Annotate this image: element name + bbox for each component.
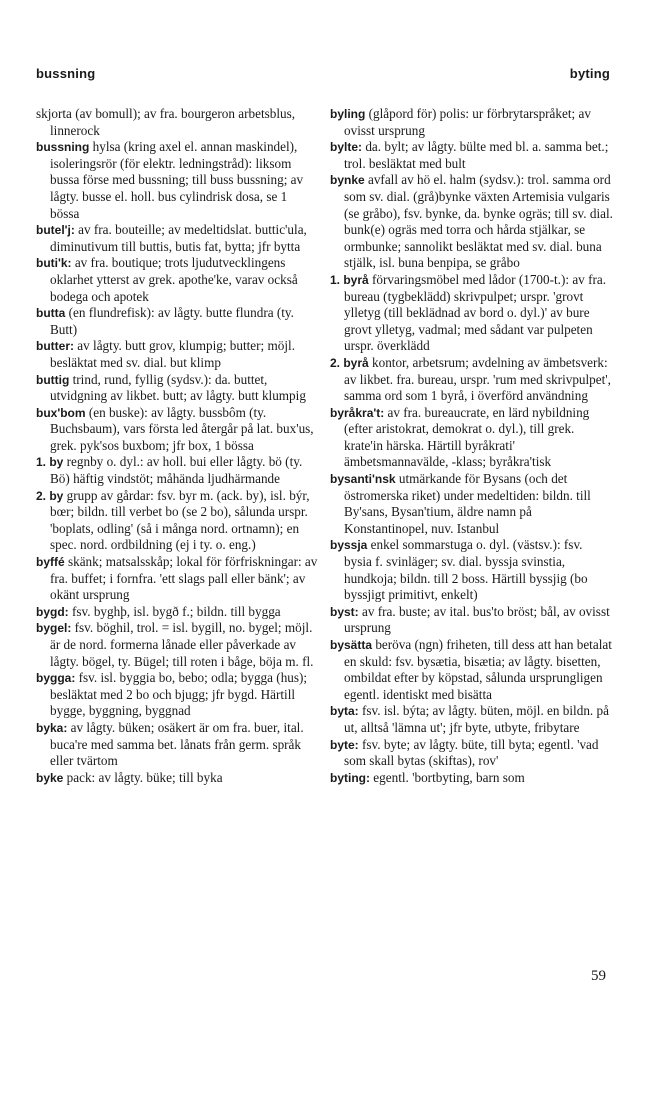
- entry-text: trind, rund, fyllig (sydsv.): da. buttet, utvidgning av likbet. butt; av lågty. butt klumpig: [50, 371, 306, 404]
- dictionary-entry: [330, 737, 613, 770]
- dictionary-entry: [36, 338, 319, 371]
- headword: byka:: [36, 720, 68, 735]
- headword: byta:: [330, 704, 359, 719]
- headword: byte:: [330, 737, 359, 752]
- entry-text: skjorta (av bomull); av fra. bourgeron arbetsblus, linnerock: [36, 106, 296, 138]
- headword: byling: [330, 107, 366, 121]
- entry-text: (glåpord för) polis: ur förbrytarspråket; av ovisst ursprung: [344, 106, 591, 138]
- left-column: [36, 106, 319, 786]
- entry-text: pack: av lågty. büke; till byka: [63, 769, 223, 785]
- dictionary-entry: [330, 405, 613, 471]
- entry-text: av fra. boutique; trots ljudutvecklingens oklarhet ytterst av grek. apothe'ke, varav också bodega och apotek: [50, 255, 298, 304]
- entry-text: grupp av gårdar: fsv. byr m. (ack. by), isl. býr, bœr; bildn. till verbet bo (se 2 bo), sålunda urspr. 'boplats, odling' (så i många nord. ortnamn); en spec. nord. ordbildning (ej i ty. o. eng.): [50, 487, 310, 553]
- dictionary-entry: [36, 770, 319, 787]
- dictionary-entry: [330, 770, 613, 787]
- dictionary-entry: [36, 670, 319, 720]
- dictionary-entry: [330, 471, 613, 537]
- dictionary-entry: [36, 604, 319, 621]
- dictionary-entry: [36, 720, 319, 770]
- dictionary-entry: [36, 106, 319, 139]
- entry-text: avfall av hö el. halm (sydsv.): trol. samma ord som sv. dial. (grå)bynke växten Artemisia vulgaris (se gråbo), fsv. bynke, da. bynke ogräs; till sv. dial. bunk(e) ogräs med torra och hårda stjälkar, se ormbunke; sannolikt besläktat med sv. dial. buna stjälk, isl. buna benpipa, se gråbo: [344, 172, 613, 271]
- dictionary-entry: [36, 620, 319, 670]
- headword: buti'k:: [36, 256, 72, 271]
- headword: byråkra't:: [330, 405, 385, 420]
- headword: 1. byrå: [330, 272, 369, 287]
- dictionary-entry: [330, 355, 613, 405]
- headword: bygd:: [36, 604, 69, 619]
- right-column: [330, 106, 613, 786]
- headword: bygel:: [36, 621, 72, 636]
- dictionary-entry: [36, 488, 319, 554]
- entry-text: utmärkande för Bysans (och det östromerska riket) under medeltiden: bildn. till By'sans, Bysan'tium, äldre namn på Konstantinopel, nuv. Istanbul: [344, 471, 591, 536]
- headword: bysanti'nsk: [330, 472, 396, 487]
- dictionary-entry: [36, 405, 319, 455]
- dictionary-entry: [330, 172, 613, 272]
- running-head-left: bussning: [36, 66, 96, 81]
- dictionary-entry: [330, 537, 613, 603]
- entry-text: av fra. bouteille; av medeltidslat. buttic'ula, diminutivum till buttis, butis fat, bytta; jfr bytta: [50, 222, 307, 254]
- headword: 2. byrå: [330, 355, 369, 370]
- headword: butta: [36, 306, 66, 321]
- entry-text: fsv. isl. býta; av lågty. büten, möjl. en bildn. på ut, alltså 'lämna ut'; jfr byte, utbyte, fribytare: [344, 703, 609, 735]
- headword: byffé: [36, 555, 65, 570]
- entry-text: enkel sommarstuga o. dyl. (västsv.): fsv. bysia f. svinläger; sv. dial. byssja svinstia, hundkoja; bildn. till 2 boss. Härtill byssjig (bo byssjigt primitivt, enkelt): [344, 537, 588, 603]
- dictionary-entry: [330, 106, 613, 139]
- headword: buttig: [36, 372, 70, 387]
- dictionary-entry: [36, 554, 319, 604]
- entry-text: beröva (ngn) friheten, till dess att han betalat en skuld: fsv. bysætia, bisætia; av lågty. bisetten, ombildat efter by köpstad, sålunda ursprungligen egentl. identiskt med bisätta: [344, 637, 612, 702]
- headword: byting:: [330, 770, 370, 785]
- dictionary-entry: [36, 222, 319, 255]
- entry-text: förvaringsmöbel med lådor (1700-t.): av fra. bureau (tygbeklädd) skrivpulpet; urspr. 'grovt ylletyg (till beklädnad av bord o. dyl.)' av bure grovt ylletyg, vadmal; med sådant var pulpeten urspr. överklädd: [344, 271, 607, 354]
- entry-text: fsv. byte; av lågty. büte, till byta; egentl. 'vad som skall bytas (skiftas), rov': [344, 736, 599, 769]
- entry-text: av lågty. büken; osäkert är om fra. buer, ital. buca're med samma bet. lånats från germ. språk eller tvärtom: [50, 719, 304, 769]
- entry-text: hylsa (kring axel el. annan maskindel), isoleringsrör (för elektr. ledningstråd): liksom bussa förse med bussning; till buss bussning; av lågty. busse el. holl. bus cylindrisk dosa, se 1 bössa: [50, 139, 304, 221]
- headword: 2. by: [36, 488, 64, 503]
- entry-text: (en flundrefisk): av lågty. butte flundra (ty. Butt): [50, 305, 294, 337]
- entry-text: da. bylt; av lågty. bülte med bl. a. samma bet.; trol. besläktat med bult: [344, 139, 609, 171]
- dictionary-entry: [330, 604, 613, 637]
- headword: bux'bom: [36, 405, 86, 420]
- headword: byssja: [330, 538, 368, 553]
- running-head-right: byting: [569, 66, 610, 81]
- entry-text: skänk; matsalsskåp; lokal för förfriskningar: av fra. buffet; i fornfra. 'ett slags pall eller bänk'; av okänt ursprung: [50, 554, 318, 603]
- headword: butter:: [36, 339, 74, 354]
- headword: bussning: [36, 140, 90, 155]
- headword: bysätta: [330, 638, 373, 652]
- entry-text: av lågty. butt grov, klumpig; butter; möjl. besläktat med sv. dial. but klimp: [50, 338, 295, 370]
- dictionary-entry: [36, 255, 319, 305]
- dictionary-entry: [330, 139, 613, 172]
- entry-text: fsv. böghil, trol. = isl. bygill, no. bygel; möjl. är de nord. formerna lånade eller påverkade av lågty. bögel, ty. Bügel; till roten i båge, böja m. fl.: [50, 620, 314, 669]
- entry-text: kontor, arbetsrum; avdelning av ämbetsverk: av likbet. fra. bureau, urspr. 'rum med skrivpulpet', samma ord som 1 byrå, i överförd användning: [344, 354, 611, 404]
- headword: bylte:: [330, 140, 363, 155]
- entry-text: av fra. bureaucrate, en lärd nybildning (efter aristokrat, demokrat o. dyl.), till grek. krate'in härska. Härtill byråkrati' ämbetsmannavälde, -klass; byråkra'tisk: [344, 404, 590, 470]
- dictionary-entry: [36, 305, 319, 338]
- entry-text: fsv. byghþ, isl. bygð f.; bildn. till bygga: [68, 603, 281, 619]
- headword: byke: [36, 770, 64, 785]
- dictionary-entry: [330, 637, 613, 703]
- entry-text: (en buske): av lågty. bussbôm (ty. Buchsbaum), vars första led återgår på lat. bux'us, grek. pyk'sos buxbom; jfr box, 1 bössa: [50, 404, 314, 453]
- headword: byst:: [330, 604, 359, 619]
- dictionary-entry: [330, 703, 613, 736]
- entry-text: av fra. buste; av ital. bus'to bröst; bål, av ovisst ursprung: [344, 603, 610, 636]
- headword: bygga:: [36, 671, 76, 686]
- dictionary-entry: [36, 372, 319, 405]
- dictionary-entry: [330, 272, 613, 355]
- headword: 1. by: [36, 455, 64, 470]
- page-number: 59: [591, 968, 606, 984]
- dictionary-entry: [36, 139, 319, 222]
- entry-text: egentl. 'bortbyting, barn som: [370, 769, 525, 785]
- entry-text: fsv. isl. byggia bo, bebo; odla; bygga (hus); besläktat med 2 bo och bjugg; jfr bygd. Härtill bygge, byggning, byggnad: [50, 670, 308, 719]
- headword: bynke: [330, 173, 365, 188]
- entry-text: regnby o. dyl.: av holl. bui eller lågty. bö (ty. Bö) häftig vindstöt; måhända ljudhärmande: [50, 454, 303, 487]
- headword: butel'j:: [36, 223, 75, 238]
- dictionary-entry: [36, 454, 319, 487]
